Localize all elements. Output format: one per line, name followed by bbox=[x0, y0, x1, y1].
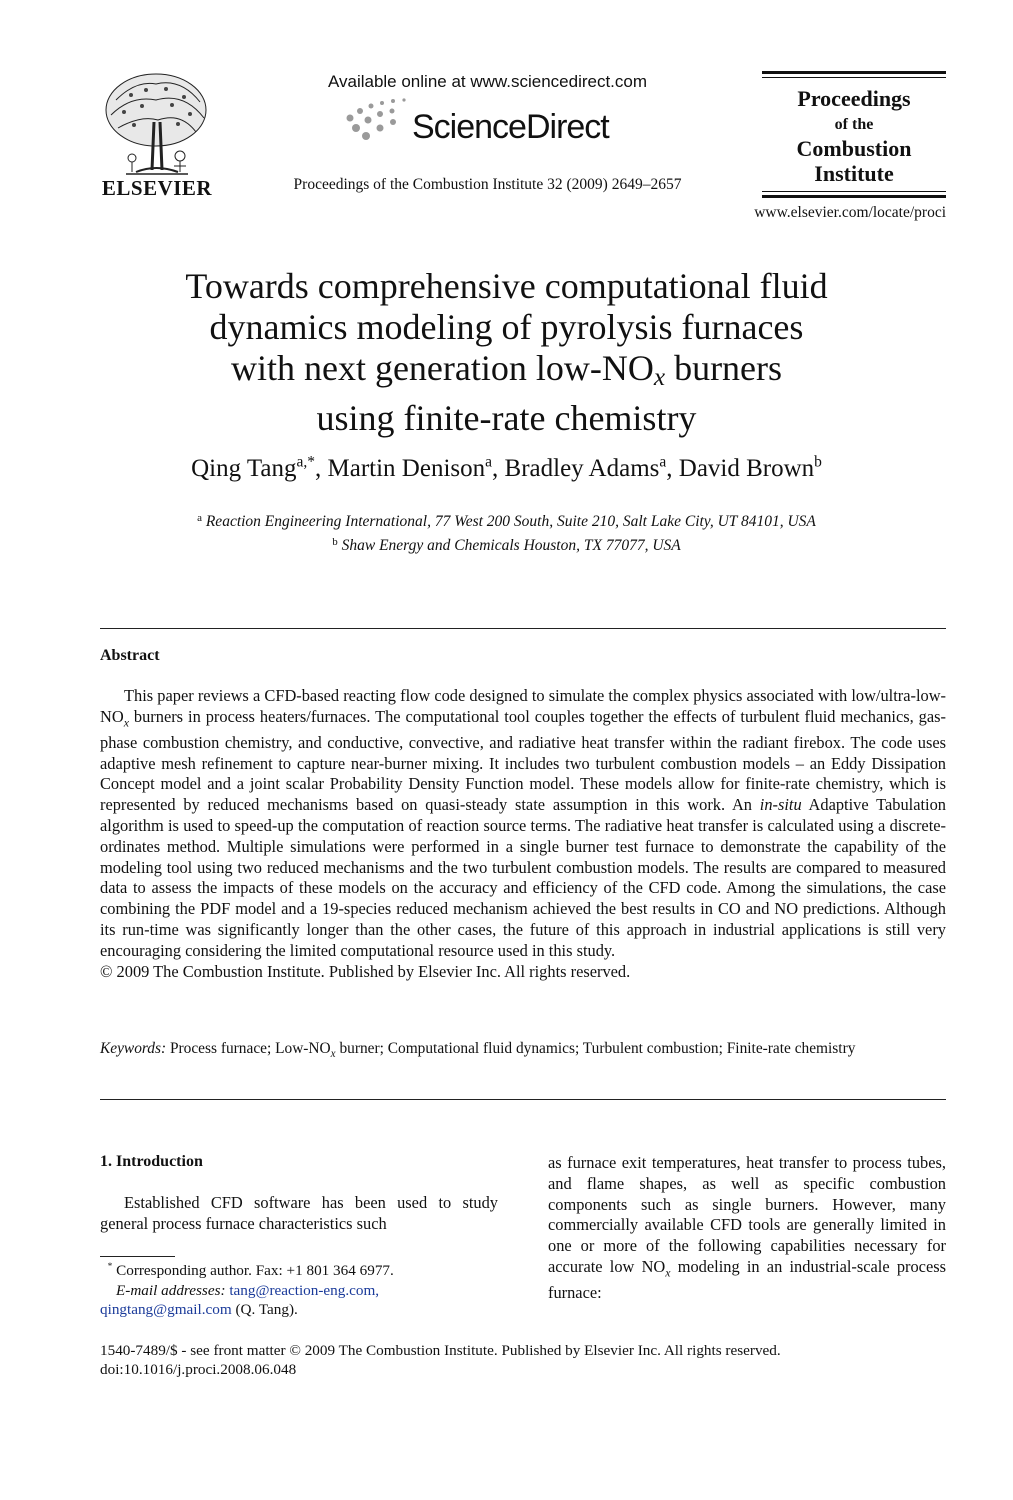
author-name: Qing Tang bbox=[191, 455, 297, 482]
author-name: David Brown bbox=[678, 455, 815, 482]
author-affil-mark: a,* bbox=[296, 453, 316, 471]
issn-line: 1540-7489/$ - see front matter © 2009 The Combustion Institute. Published by Elsevier Inc. All rights reserved. bbox=[100, 1342, 781, 1359]
abstract-paragraph: This paper reviews a CFD-based reacting flow code designed to simulate the complex physics associated with low/$ultra-low-NO_x$ burners in process heaters/furnaces. The computational tool couples together the effects of turbulent fluid mechanics, gas-phase combustion chemistry, and conductive, convective, and radiative heat transfer within the radiant firebox. The code uses adaptive mesh refinement to capture near-burner mixing. It includes two turbulent combustion models – an Eddy Dissipation Concept model and a joint scalar Probability Density Function model. These models allow for finite-rate chemistry, which is represented by reduced mechanisms based on quasi-steady state assumption in this work. An in-situ Adaptive Tabulation algorithm is used to speed-up the computation of reaction source terms. The radiative heat transfer is calculated using a discrete-ordinates method. Multiple simulations were performed in a single burner test furnace to demonstrate the capability of the modeling tool using two reduced mechanisms and the two turbulent combustion models. The results are compared to measured data to assess the impacts of these models on the accuracy and efficiency of the CFD code. Among the simulations, the case combining the PDF model and a 19-species reduced mechanism achieved the best results in CO and NO predictions. Although its run-time was significantly longer than the other cases, the future of this approach in industrial applications is still very encouraging considering the limited computational resource used in this study. bbox=[100, 686, 946, 960]
title-line: dynamics modeling of pyrolysis furnaces bbox=[209, 307, 804, 347]
title-line: Towards comprehensive computational fluid bbox=[185, 266, 828, 306]
affiliation: $^b$ Shaw Energy and Chemicals Houston, TX 77077, USA bbox=[332, 536, 681, 554]
sciencedirect-logo-text: ScienceDirect bbox=[412, 108, 609, 146]
divider bbox=[100, 628, 946, 629]
journal-title-box bbox=[762, 71, 946, 198]
journal-box-line: Combustion bbox=[796, 136, 912, 161]
abstract-body bbox=[100, 686, 946, 982]
footnote-emails: E-mail addresses: tang@reaction-eng.com, qingtang@gmail.com (Q. Tang). bbox=[100, 1281, 380, 1318]
copyright-line: © 2009 The Combustion Institute. Published by Elsevier Inc. All rights reserved. bbox=[100, 961, 631, 981]
footnote bbox=[100, 1261, 498, 1320]
intro-right-column: as furnace exit temperatures, heat transfer to process tubes, and flame shapes, as well as specific combustion components such as single burners. However, many commercially available CFD tools are generally limited in one or more of the following capabilities necessary for accurate low $NO_x$ modeling in an industrial-scale process furnace: bbox=[548, 1153, 946, 1303]
title-line: using finite-rate chemistry bbox=[316, 398, 697, 438]
front-matter-footer bbox=[100, 1341, 946, 1379]
divider bbox=[100, 1099, 946, 1100]
available-online: Available online at www.sciencedirect.com bbox=[327, 72, 648, 91]
journal-box-line: of the bbox=[834, 116, 874, 133]
title-line: with next generation low-$NO_x$ burners bbox=[230, 348, 783, 391]
section-heading: 1. Introduction bbox=[100, 1153, 203, 1170]
journal-url[interactable]: www.elsevier.com/locate/proci bbox=[754, 204, 946, 221]
keywords: Keywords: Process furnace; Low-$NO_x$ burner; Computational fluid dynamics; Turbulent combustion; Finite-rate chemistry bbox=[100, 1040, 856, 1061]
paper-title bbox=[100, 266, 913, 439]
journal-box-line: Institute bbox=[814, 161, 894, 186]
sciencedirect-dots-icon bbox=[338, 96, 418, 146]
footnote-corresponding: * Corresponding author. Fax: +1 801 364 6977. bbox=[107, 1261, 394, 1279]
abstract-heading: Abstract bbox=[100, 647, 160, 664]
intro-left-column: Established CFD software has been used to study general process furnace characteristics such bbox=[100, 1193, 498, 1233]
footnote-rule bbox=[100, 1256, 175, 1257]
publisher-name: ELSEVIER bbox=[101, 176, 213, 200]
author-affil-mark: a bbox=[485, 453, 493, 471]
author-affil-mark: a bbox=[659, 453, 667, 471]
journal-box-line: Proceedings bbox=[797, 86, 911, 111]
affiliation: $^a$ Reaction Engineering International, 77 West 200 South, Suite 210, Salt Lake City, UT 84101, USA bbox=[197, 512, 816, 530]
author-name: Martin Denison bbox=[327, 455, 486, 482]
doi-line[interactable]: doi:10.1016/j.proci.2008.06.048 bbox=[100, 1361, 297, 1378]
author-list: Qing Tang$^{a,*}$, Martin Denison$^a$, Bradley Adams$^a$, David Brown$^b$ bbox=[191, 453, 822, 482]
author-name: Bradley Adams bbox=[504, 455, 660, 482]
journal-reference: Proceedings of the Combustion Institute 32 (2009) 2649–2657 bbox=[293, 176, 682, 193]
affiliations bbox=[100, 508, 913, 556]
email-links[interactable]: tang@reaction-eng.com, qingtang@gmail.com bbox=[100, 1281, 380, 1318]
author-affil-mark: b bbox=[814, 453, 822, 471]
